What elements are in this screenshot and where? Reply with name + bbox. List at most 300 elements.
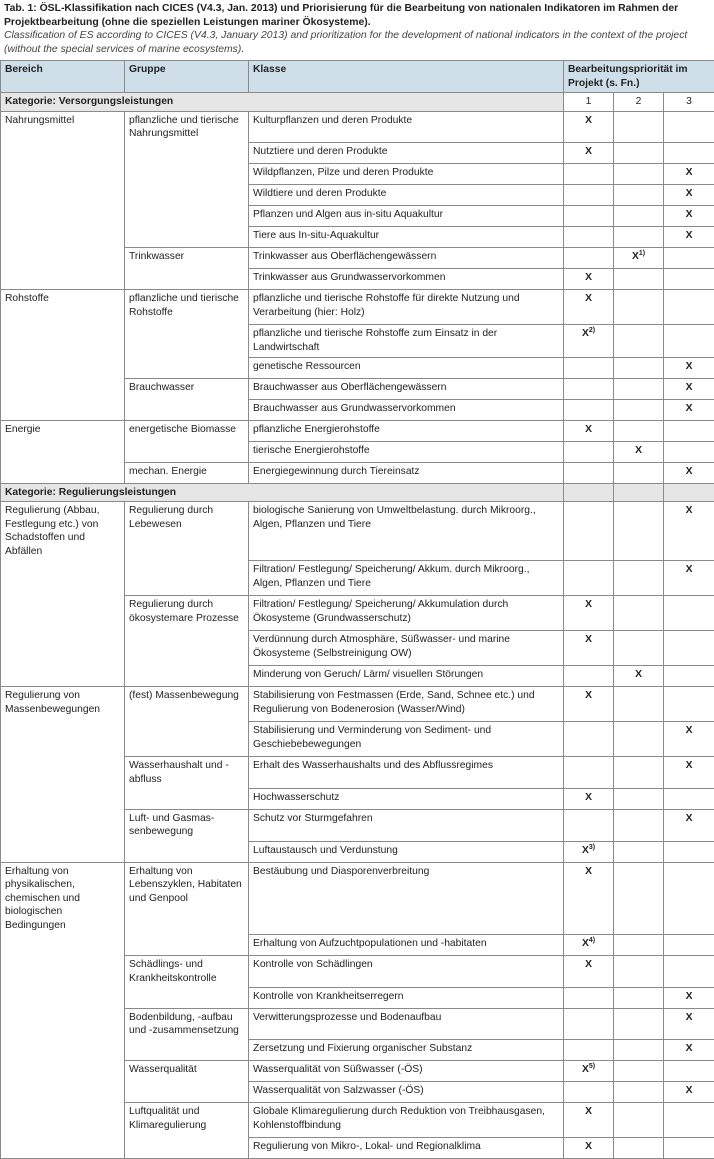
klasse-cell: pflanzliche und tierische Rohstoffe für direkte Nutzung und Verarbeitung (hier: Holz) — [249, 290, 564, 325]
gruppe-cell — [125, 227, 249, 248]
priority-col-1: 1 — [564, 93, 614, 112]
table-row — [1, 1138, 714, 1159]
priority-cell-3 — [664, 722, 714, 757]
klasse-cell: Zersetzung und Fixierung organischer Substanz — [249, 1040, 564, 1061]
priority-mark: X — [585, 424, 592, 435]
klasse-cell: Bestäubung und Diasporenverbreitung — [249, 862, 564, 934]
priority-cell-2 — [614, 420, 664, 441]
gruppe-cell: Erhaltung von Lebenszyklen, Habitaten und Genpool — [125, 862, 249, 934]
priority-mark: X — [585, 272, 592, 283]
priority-cell-3 — [664, 862, 714, 934]
priority-cell-3 — [664, 934, 714, 955]
priority-mark: X — [686, 505, 693, 516]
gruppe-cell: Schädlings- und Krankheitskontrolle — [125, 955, 249, 987]
priority-cell-3 — [664, 666, 714, 687]
priority-mark: X — [585, 866, 592, 877]
gruppe-cell: pflanzliche und tierische Nahrungsmittel — [125, 111, 249, 143]
priority-cell-2 — [614, 502, 664, 561]
bereich-cell — [1, 631, 125, 666]
klasse-cell: tierische Energierohstoffe — [249, 441, 564, 462]
klasse-cell: Kontrolle von Krankheitserregern — [249, 987, 564, 1008]
priority-mark: X — [582, 845, 589, 856]
bereich-cell — [1, 1082, 125, 1103]
priority-cell-3 — [664, 1138, 714, 1159]
table-row — [1, 1061, 714, 1082]
table-row — [1, 666, 714, 687]
bereich-cell: Regulierung (Abbau, Festlegung etc.) von Schadstoffen und Abfällen — [1, 502, 125, 561]
table-row — [1, 206, 714, 227]
bereich-cell: Erhaltung von physikalischen, chemischen und biologischen Bedingungen — [1, 862, 125, 934]
table-row — [1, 596, 714, 631]
priority-cell-1 — [564, 399, 614, 420]
priority-mark: X — [686, 403, 693, 414]
klasse-cell: Trinkwasser aus Grundwasservorkommen — [249, 269, 564, 290]
priority-cell-1 — [564, 502, 614, 561]
priority-cell-2 — [614, 757, 664, 789]
category-label: Kategorie: Versorgungsleistungen — [1, 93, 564, 112]
table-caption — [0, 0, 714, 56]
klasse-cell: Energiegewinnung durch Tiereinsatz — [249, 462, 564, 483]
table-row — [1, 788, 714, 809]
klasse-cell: Schutz vor Sturmgefahren — [249, 809, 564, 841]
caption-english: Classification of ES according to CICES (V4.3, January 2013) and prioritization for the development of national indicators in the context of the project (without the special services of marine ecosystems). — [4, 29, 710, 56]
priority-cell-3 — [664, 325, 714, 357]
table-row — [1, 399, 714, 420]
klasse-cell: Filtration/ Festlegung/ Speicherung/ Akkumulation durch Ökosysteme (Grundwasserschutz) — [249, 596, 564, 631]
bereich-cell — [1, 143, 125, 164]
priority-cell-1 — [564, 462, 614, 483]
priority-cell-1 — [564, 111, 614, 143]
header-gruppe: Gruppe — [125, 61, 249, 93]
priority-cell-3 — [664, 143, 714, 164]
gruppe-cell: energetische Biomasse — [125, 420, 249, 441]
priority-cell-1 — [564, 248, 614, 269]
priority-cell-3 — [664, 441, 714, 462]
priority-cell-3 — [664, 987, 714, 1008]
table-row — [1, 1082, 714, 1103]
table-row — [1, 757, 714, 789]
bereich-cell — [1, 788, 125, 809]
priority-mark: X — [585, 293, 592, 304]
gruppe-cell: Regulierung durch ökosystemare Prozesse — [125, 596, 249, 631]
klasse-cell: Pflanzen und Algen aus in-situ Aquakultur — [249, 206, 564, 227]
gruppe-cell — [125, 841, 249, 862]
gruppe-cell: Wasserqualität — [125, 1061, 249, 1082]
table-row — [1, 561, 714, 596]
table-row — [1, 1008, 714, 1040]
priority-cell-3 — [664, 206, 714, 227]
category-priority-empty — [614, 483, 664, 502]
table-row — [1, 987, 714, 1008]
bereich-cell — [1, 269, 125, 290]
caption-german: Tab. 1: ÖSL-Klassifikation nach CICES (V4.3, Jan. 2013) und Priorisierung für die Bearbeitung von nationalen Indikatoren im Rahmen der Projektbearbeitung (ohne die speziellen Leistungen mariner Ökosysteme). — [4, 2, 710, 29]
priority-cell-3 — [664, 1061, 714, 1082]
priority-cell-1 — [564, 955, 614, 987]
table-row — [1, 809, 714, 841]
klasse-cell: Erhaltung von Aufzuchtpopulationen und -habitaten — [249, 934, 564, 955]
gruppe-cell — [125, 788, 249, 809]
gruppe-cell — [125, 269, 249, 290]
bereich-cell — [1, 248, 125, 269]
bereich-cell: Regulierung von Massenbewegungen — [1, 687, 125, 722]
priority-cell-2 — [614, 955, 664, 987]
bereich-cell — [1, 1061, 125, 1082]
priority-col-2: 2 — [614, 93, 664, 112]
priority-cell-2 — [614, 462, 664, 483]
priority-cell-3 — [664, 290, 714, 325]
priority-cell-1 — [564, 325, 614, 357]
bereich-cell — [1, 1008, 125, 1040]
table-row — [1, 441, 714, 462]
bereich-cell — [1, 185, 125, 206]
bereich-cell — [1, 955, 125, 987]
priority-mark: X — [686, 725, 693, 736]
priority-cell-3 — [664, 164, 714, 185]
priority-mark: X — [585, 1141, 592, 1152]
gruppe-cell — [125, 164, 249, 185]
bereich-cell: Rohstoffe — [1, 290, 125, 325]
klasse-cell: Wildtiere und deren Produkte — [249, 185, 564, 206]
priority-cell-2 — [614, 357, 664, 378]
bereich-cell — [1, 227, 125, 248]
priority-mark: X — [686, 760, 693, 771]
priority-mark: X — [686, 466, 693, 477]
priority-mark: X — [686, 564, 693, 575]
table-row — [1, 185, 714, 206]
priority-cell-3 — [664, 1008, 714, 1040]
klasse-cell: Minderung von Geruch/ Lärm/ visuellen Störungen — [249, 666, 564, 687]
priority-mark: X — [585, 959, 592, 970]
priority-cell-3 — [664, 1082, 714, 1103]
table-row — [1, 164, 714, 185]
gruppe-cell: pflanzliche und tierische Rohstoffe — [125, 290, 249, 325]
gruppe-cell — [125, 1138, 249, 1159]
priority-cell-2 — [614, 987, 664, 1008]
priority-cell-2 — [614, 788, 664, 809]
priority-cell-2 — [614, 1061, 664, 1082]
priority-mark: X — [686, 209, 693, 220]
priority-cell-3 — [664, 399, 714, 420]
priority-cell-3 — [664, 420, 714, 441]
gruppe-cell — [125, 722, 249, 757]
priority-cell-3 — [664, 955, 714, 987]
priority-mark: X — [582, 328, 589, 339]
priority-cell-1 — [564, 378, 614, 399]
priority-cell-2 — [614, 325, 664, 357]
priority-cell-1 — [564, 987, 614, 1008]
priority-cell-1 — [564, 809, 614, 841]
priority-cell-3 — [664, 687, 714, 722]
priority-mark: X — [632, 251, 639, 262]
priority-cell-2 — [614, 399, 664, 420]
priority-mark: X — [585, 690, 592, 701]
priority-mark: X — [686, 188, 693, 199]
klasse-cell: Wildpflanzen, Pilze und deren Produkte — [249, 164, 564, 185]
priority-cell-3 — [664, 631, 714, 666]
priority-mark: X — [635, 445, 642, 456]
klasse-cell: Kulturpflanzen und deren Produkte — [249, 111, 564, 143]
klasse-cell: Kontrolle von Schädlingen — [249, 955, 564, 987]
klasse-cell: Tiere aus In-situ-Aquakultur — [249, 227, 564, 248]
table-row — [1, 687, 714, 722]
klasse-cell: Verwitterungsprozesse und Bodenaufbau — [249, 1008, 564, 1040]
bereich-cell — [1, 561, 125, 596]
table-row — [1, 248, 714, 269]
priority-cell-1 — [564, 631, 614, 666]
priority-cell-3 — [664, 596, 714, 631]
priority-cell-3 — [664, 841, 714, 862]
priority-cell-1 — [564, 227, 614, 248]
priority-mark: X — [582, 1064, 589, 1075]
header-bereich: Bereich — [1, 61, 125, 93]
gruppe-cell — [125, 441, 249, 462]
priority-cell-2 — [614, 934, 664, 955]
footnote-marker: 4) — [589, 937, 595, 944]
priority-cell-1 — [564, 841, 614, 862]
gruppe-cell — [125, 143, 249, 164]
gruppe-cell — [125, 987, 249, 1008]
priority-cell-1 — [564, 1103, 614, 1138]
klasse-cell: Stabilisierung und Verminderung von Sediment- und Geschiebebewegungen — [249, 722, 564, 757]
bereich-cell — [1, 1103, 125, 1138]
priority-cell-2 — [614, 561, 664, 596]
priority-cell-3 — [664, 561, 714, 596]
table-row — [1, 290, 714, 325]
table-row — [1, 357, 714, 378]
table-row — [1, 378, 714, 399]
priority-cell-3 — [664, 757, 714, 789]
table-row — [1, 111, 714, 143]
priority-cell-1 — [564, 164, 614, 185]
priority-cell-2 — [614, 862, 664, 934]
gruppe-cell: Bodenbildung, -aufbau und -zusammensetzung — [125, 1008, 249, 1040]
table-row — [1, 955, 714, 987]
klasse-cell: pflanzliche und tierische Rohstoffe zum Einsatz in der Landwirtschaft — [249, 325, 564, 357]
klasse-cell: Hochwasserschutz — [249, 788, 564, 809]
gruppe-cell: Wasserhaushalt und -abfluss — [125, 757, 249, 789]
priority-cell-1 — [564, 687, 614, 722]
bereich-cell: Energie — [1, 420, 125, 441]
priority-cell-2 — [614, 111, 664, 143]
bereich-cell — [1, 1138, 125, 1159]
gruppe-cell: Luftqualität und Klimaregulierung — [125, 1103, 249, 1138]
klasse-cell: Verdünnung durch Atmosphäre, Süßwasser- und marine Ökosysteme (Selbstreinigung OW) — [249, 631, 564, 666]
bereich-cell — [1, 325, 125, 357]
gruppe-cell — [125, 934, 249, 955]
bereich-cell — [1, 666, 125, 687]
gruppe-cell — [125, 666, 249, 687]
bereich-cell — [1, 987, 125, 1008]
klasse-cell: biologische Sanierung von Umweltbelastung. durch Mikroorg., Algen, Pflanzen und Tiere — [249, 502, 564, 561]
table-row — [1, 227, 714, 248]
klasse-cell: Erhalt des Wasserhaushalts und des Abflussregimes — [249, 757, 564, 789]
bereich-cell — [1, 722, 125, 757]
priority-cell-2 — [614, 841, 664, 862]
priority-cell-3 — [664, 227, 714, 248]
priority-cell-1 — [564, 357, 614, 378]
priority-cell-2 — [614, 1040, 664, 1061]
priority-cell-2 — [614, 441, 664, 462]
priority-cell-1 — [564, 185, 614, 206]
category-priority-empty — [564, 483, 614, 502]
priority-cell-2 — [614, 164, 664, 185]
category-row-regulierung — [1, 483, 714, 502]
bereich-cell — [1, 809, 125, 841]
table-row — [1, 269, 714, 290]
priority-mark: X — [585, 115, 592, 126]
priority-cell-2 — [614, 631, 664, 666]
klasse-cell: Filtration/ Festlegung/ Speicherung/ Akkum. durch Mikroorg., Algen, Pflanzen und Tiere — [249, 561, 564, 596]
priority-mark: X — [686, 361, 693, 372]
priority-cell-2 — [614, 1008, 664, 1040]
gruppe-cell — [125, 1082, 249, 1103]
priority-cell-3 — [664, 378, 714, 399]
classification-table — [0, 60, 714, 1159]
bereich-cell — [1, 357, 125, 378]
priority-mark: X — [686, 382, 693, 393]
footnote-marker: 3) — [589, 844, 595, 851]
priority-cell-3 — [664, 248, 714, 269]
category-priority-empty — [664, 483, 714, 502]
priority-cell-1 — [564, 722, 614, 757]
priority-col-3: 3 — [664, 93, 714, 112]
priority-mark: X — [585, 1106, 592, 1117]
table-row — [1, 143, 714, 164]
priority-cell-1 — [564, 1138, 614, 1159]
priority-cell-1 — [564, 934, 614, 955]
gruppe-cell: Luft- und Gasmas-senbewegung — [125, 809, 249, 841]
bereich-cell: Nahrungsmittel — [1, 111, 125, 143]
priority-mark: X — [585, 146, 592, 157]
klasse-cell: Luftaustausch und Verdunstung — [249, 841, 564, 862]
priority-cell-3 — [664, 788, 714, 809]
klasse-cell: Brauchwasser aus Grundwasservorkommen — [249, 399, 564, 420]
footnote-marker: 5) — [589, 1063, 595, 1070]
bereich-cell — [1, 841, 125, 862]
priority-cell-1 — [564, 1008, 614, 1040]
table-row — [1, 862, 714, 934]
priority-cell-2 — [614, 1103, 664, 1138]
bereich-cell — [1, 206, 125, 227]
table-row — [1, 722, 714, 757]
gruppe-cell — [125, 185, 249, 206]
priority-cell-1 — [564, 862, 614, 934]
priority-mark: X — [585, 634, 592, 645]
priority-cell-1 — [564, 1082, 614, 1103]
table-row — [1, 934, 714, 955]
gruppe-cell: Brauchwasser — [125, 378, 249, 399]
priority-cell-1 — [564, 788, 614, 809]
bereich-cell — [1, 399, 125, 420]
priority-cell-2 — [614, 143, 664, 164]
bereich-cell — [1, 1040, 125, 1061]
priority-cell-3 — [664, 809, 714, 841]
priority-cell-3 — [664, 185, 714, 206]
table-row — [1, 1040, 714, 1061]
priority-cell-3 — [664, 462, 714, 483]
priority-mark: X — [686, 167, 693, 178]
priority-cell-1 — [564, 290, 614, 325]
priority-mark: X — [686, 1012, 693, 1023]
priority-mark: X — [686, 1043, 693, 1054]
table-header-row — [1, 61, 714, 93]
klasse-cell: Stabilisierung von Festmassen (Erde, Sand, Schnee etc.) und Regulierung von Bodenerosion (Wasser/Wind) — [249, 687, 564, 722]
gruppe-cell: (fest) Massenbewegung — [125, 687, 249, 722]
gruppe-cell — [125, 399, 249, 420]
gruppe-cell: Trinkwasser — [125, 248, 249, 269]
bereich-cell — [1, 164, 125, 185]
priority-cell-2 — [614, 185, 664, 206]
gruppe-cell — [125, 325, 249, 357]
priority-cell-2 — [614, 809, 664, 841]
priority-mark: X — [686, 1085, 693, 1096]
klasse-cell: pflanzliche Energierohstoffe — [249, 420, 564, 441]
klasse-cell: Regulierung von Mikro-, Lokal- und Regionalklima — [249, 1138, 564, 1159]
header-prioritaet: Bearbeitungspriorität im Projekt (s. Fn.) — [564, 61, 714, 93]
priority-cell-3 — [664, 1103, 714, 1138]
gruppe-cell: mechan. Energie — [125, 462, 249, 483]
priority-cell-2 — [614, 290, 664, 325]
bereich-cell — [1, 757, 125, 789]
priority-mark: X — [686, 813, 693, 824]
priority-cell-1 — [564, 666, 614, 687]
priority-cell-2 — [614, 227, 664, 248]
priority-cell-3 — [664, 502, 714, 561]
priority-cell-2 — [614, 206, 664, 227]
priority-mark: X — [686, 991, 693, 1002]
priority-cell-3 — [664, 111, 714, 143]
priority-cell-1 — [564, 269, 614, 290]
table-row — [1, 631, 714, 666]
priority-cell-1 — [564, 561, 614, 596]
bereich-cell — [1, 462, 125, 483]
bereich-cell — [1, 934, 125, 955]
footnote-marker: 2) — [589, 327, 595, 334]
category-row-versorgung — [1, 93, 714, 112]
priority-mark: X — [686, 230, 693, 241]
priority-cell-3 — [664, 357, 714, 378]
priority-cell-1 — [564, 441, 614, 462]
header-klasse: Klasse — [249, 61, 564, 93]
priority-cell-2 — [614, 1082, 664, 1103]
klasse-cell: Nutztiere und deren Produkte — [249, 143, 564, 164]
priority-cell-2 — [614, 687, 664, 722]
priority-mark: X — [585, 792, 592, 803]
table-row — [1, 462, 714, 483]
gruppe-cell — [125, 631, 249, 666]
priority-mark: X — [585, 599, 592, 610]
gruppe-cell — [125, 357, 249, 378]
priority-cell-2 — [614, 378, 664, 399]
priority-cell-3 — [664, 1040, 714, 1061]
klasse-cell: Wasserqualität von Süßwasser (-ÖS) — [249, 1061, 564, 1082]
klasse-cell: Brauchwasser aus Oberflächengewässern — [249, 378, 564, 399]
priority-cell-1 — [564, 1061, 614, 1082]
klasse-cell: Trinkwasser aus Oberflächengewässern — [249, 248, 564, 269]
klasse-cell: Wasserqualität von Salzwasser (-ÖS) — [249, 1082, 564, 1103]
priority-mark: X — [582, 938, 589, 949]
gruppe-cell — [125, 561, 249, 596]
priority-cell-2 — [614, 1138, 664, 1159]
priority-cell-2 — [614, 248, 664, 269]
priority-cell-1 — [564, 143, 614, 164]
footnote-marker: 1) — [639, 250, 645, 257]
category-label: Kategorie: Regulierungsleistungen — [1, 483, 564, 502]
table-row — [1, 841, 714, 862]
bereich-cell — [1, 441, 125, 462]
bereich-cell — [1, 378, 125, 399]
bereich-cell — [1, 596, 125, 631]
